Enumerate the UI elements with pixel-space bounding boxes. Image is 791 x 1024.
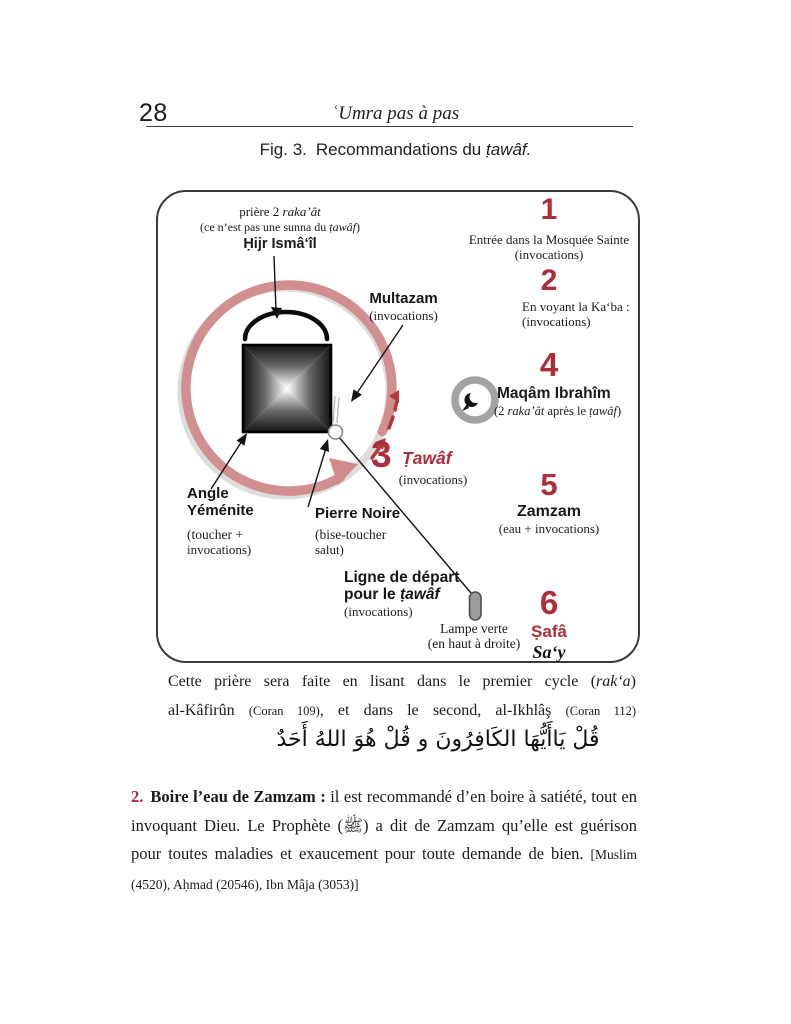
lampe-text-2: (en haut à droite) bbox=[427, 636, 521, 652]
running-title: ʿUmra pas à pas bbox=[331, 103, 460, 124]
black-stone-circle bbox=[329, 425, 343, 439]
p1-line2-text-a: al-Kâfirûn bbox=[168, 702, 249, 719]
step-2 bbox=[456, 266, 642, 329]
header-rule bbox=[146, 126, 633, 127]
page-number: 28 bbox=[139, 99, 168, 127]
step-2-number: 2 bbox=[540, 264, 558, 297]
multazam-title: Multazam bbox=[369, 290, 438, 307]
figure-caption bbox=[0, 140, 791, 160]
maqam-sub-a: (2 bbox=[494, 404, 508, 418]
p1-coran-112: (Coran 112) bbox=[565, 704, 637, 718]
pierre-sub-2: salut) bbox=[315, 542, 344, 558]
pierre-arrow bbox=[308, 448, 326, 507]
pierre-sub-1: (bise-toucher bbox=[315, 526, 387, 542]
hijr-note-text: (ce n’est pas une sunna du bbox=[200, 220, 330, 234]
step-5 bbox=[456, 469, 642, 536]
figure-caption-text: Recommandations du bbox=[315, 140, 486, 159]
yemenite-title-1: Angle bbox=[187, 485, 229, 502]
maqam-ibrahim-icon bbox=[455, 380, 495, 420]
tawaf-diagram bbox=[156, 190, 640, 663]
step-1-text: Entrée dans la Mosquée Sainte bbox=[468, 232, 630, 247]
item-2-body: il est recommandé d’en boire à satiété, tout en invoquant Dieu. Le Prophète (ﷺ) a dit de Zamzam qu’elle est guérison pour toutes maladies et exaucement pour toute demande de bien. bbox=[131, 787, 637, 864]
step-3-number: 3 bbox=[371, 434, 392, 475]
zamzam-sub: (eau + invocations) bbox=[498, 521, 600, 536]
ligne-title-1: Ligne de départ bbox=[344, 569, 460, 586]
yemenite-sub-1: (toucher + bbox=[187, 526, 243, 542]
hijr-arc bbox=[245, 312, 327, 339]
arabic-verse: قُلْ يَاأَيُّهَا الكَافِرُونَ و قُلْ هُوَ اللهُ أَحَدٌ bbox=[276, 727, 600, 752]
item-2-paragraph bbox=[131, 783, 637, 899]
hijr-label bbox=[180, 204, 380, 252]
yemenite-corner-label bbox=[187, 486, 254, 557]
multazam-sub: (invocations) bbox=[369, 307, 438, 323]
item-2-bold: Boire l’eau de Zamzam : bbox=[150, 787, 326, 806]
black-stone-label bbox=[315, 506, 400, 558]
safa-title: Ṣafâ bbox=[531, 622, 567, 641]
p1-line1-close: ) bbox=[630, 673, 636, 690]
yemenite-title-2: Yéménite bbox=[187, 501, 254, 519]
step-4 bbox=[456, 348, 642, 381]
ligne-sub: (invocations) bbox=[344, 603, 413, 619]
step-5-number: 5 bbox=[540, 467, 558, 502]
figure-caption-number: Fig. 3. bbox=[259, 140, 307, 159]
ligne-title-2-italic: ṭawâf bbox=[399, 586, 440, 604]
lampe-text-1: Lampe verte bbox=[440, 621, 508, 636]
item-2-reference: [Muslim (4520), Aḥmad (20546), Ibn Mâja (3053)] bbox=[131, 847, 637, 892]
maqam-title: Maqâm Ibrahîm bbox=[497, 385, 611, 402]
hijr-note-close: ) bbox=[355, 220, 360, 234]
p1-line2-text-b: , et dans le second, al-Ikhlâş bbox=[319, 702, 566, 719]
step-1-number: 1 bbox=[540, 193, 558, 226]
green-lamp-label bbox=[410, 621, 538, 652]
step-2-text: En voyant la Ka‘ba : bbox=[522, 299, 630, 314]
say-title: Sa‘y bbox=[532, 642, 566, 662]
p1-line1-italic: rak‘a bbox=[596, 673, 631, 690]
hijr-note-italic: ṭawâf bbox=[329, 220, 356, 234]
maqam-sub-d: ṭawâf bbox=[589, 404, 617, 418]
p1-coran-109: (Coran 109) bbox=[248, 704, 320, 718]
hijr-prayer-text: prière 2 bbox=[239, 204, 283, 219]
p1-line1-text: Cette prière sera faite en lisant dans le premier cycle ( bbox=[168, 673, 597, 690]
item-2-number: 2. bbox=[131, 787, 144, 806]
step-6-number: 6 bbox=[539, 584, 559, 621]
step-1 bbox=[456, 195, 642, 262]
kaaba-square bbox=[243, 345, 331, 432]
tawaf-title: Ṭawâf bbox=[402, 448, 452, 468]
ligne-title-2: pour le bbox=[344, 586, 400, 604]
hijr-title: Ḥijr Ismâ‘îl bbox=[243, 236, 317, 252]
maqam-sub bbox=[494, 404, 621, 419]
maqam-sub-b: raka’ât bbox=[507, 404, 545, 418]
figure-caption-italic: ṭawâf. bbox=[485, 140, 532, 159]
step-4-number: 4 bbox=[539, 346, 559, 383]
pierre-title: Pierre Noire bbox=[315, 505, 401, 522]
yemenite-sub-2: invocations) bbox=[187, 542, 252, 558]
hijr-prayer-italic: raka’ât bbox=[282, 204, 321, 219]
tawaf-sub: (invocations) bbox=[398, 472, 468, 487]
maqam-sub-e: ) bbox=[616, 404, 622, 418]
start-line-label bbox=[344, 569, 459, 619]
step-2-sub: (invocations) bbox=[522, 314, 591, 330]
zamzam-title: Zamzam bbox=[516, 503, 582, 520]
step-1-sub: (invocations) bbox=[514, 247, 584, 263]
hijr-arrow bbox=[274, 256, 276, 310]
paragraph-cycle bbox=[168, 667, 636, 725]
maqam-sub-c: après le bbox=[544, 404, 590, 418]
multazam-marks bbox=[333, 396, 339, 423]
